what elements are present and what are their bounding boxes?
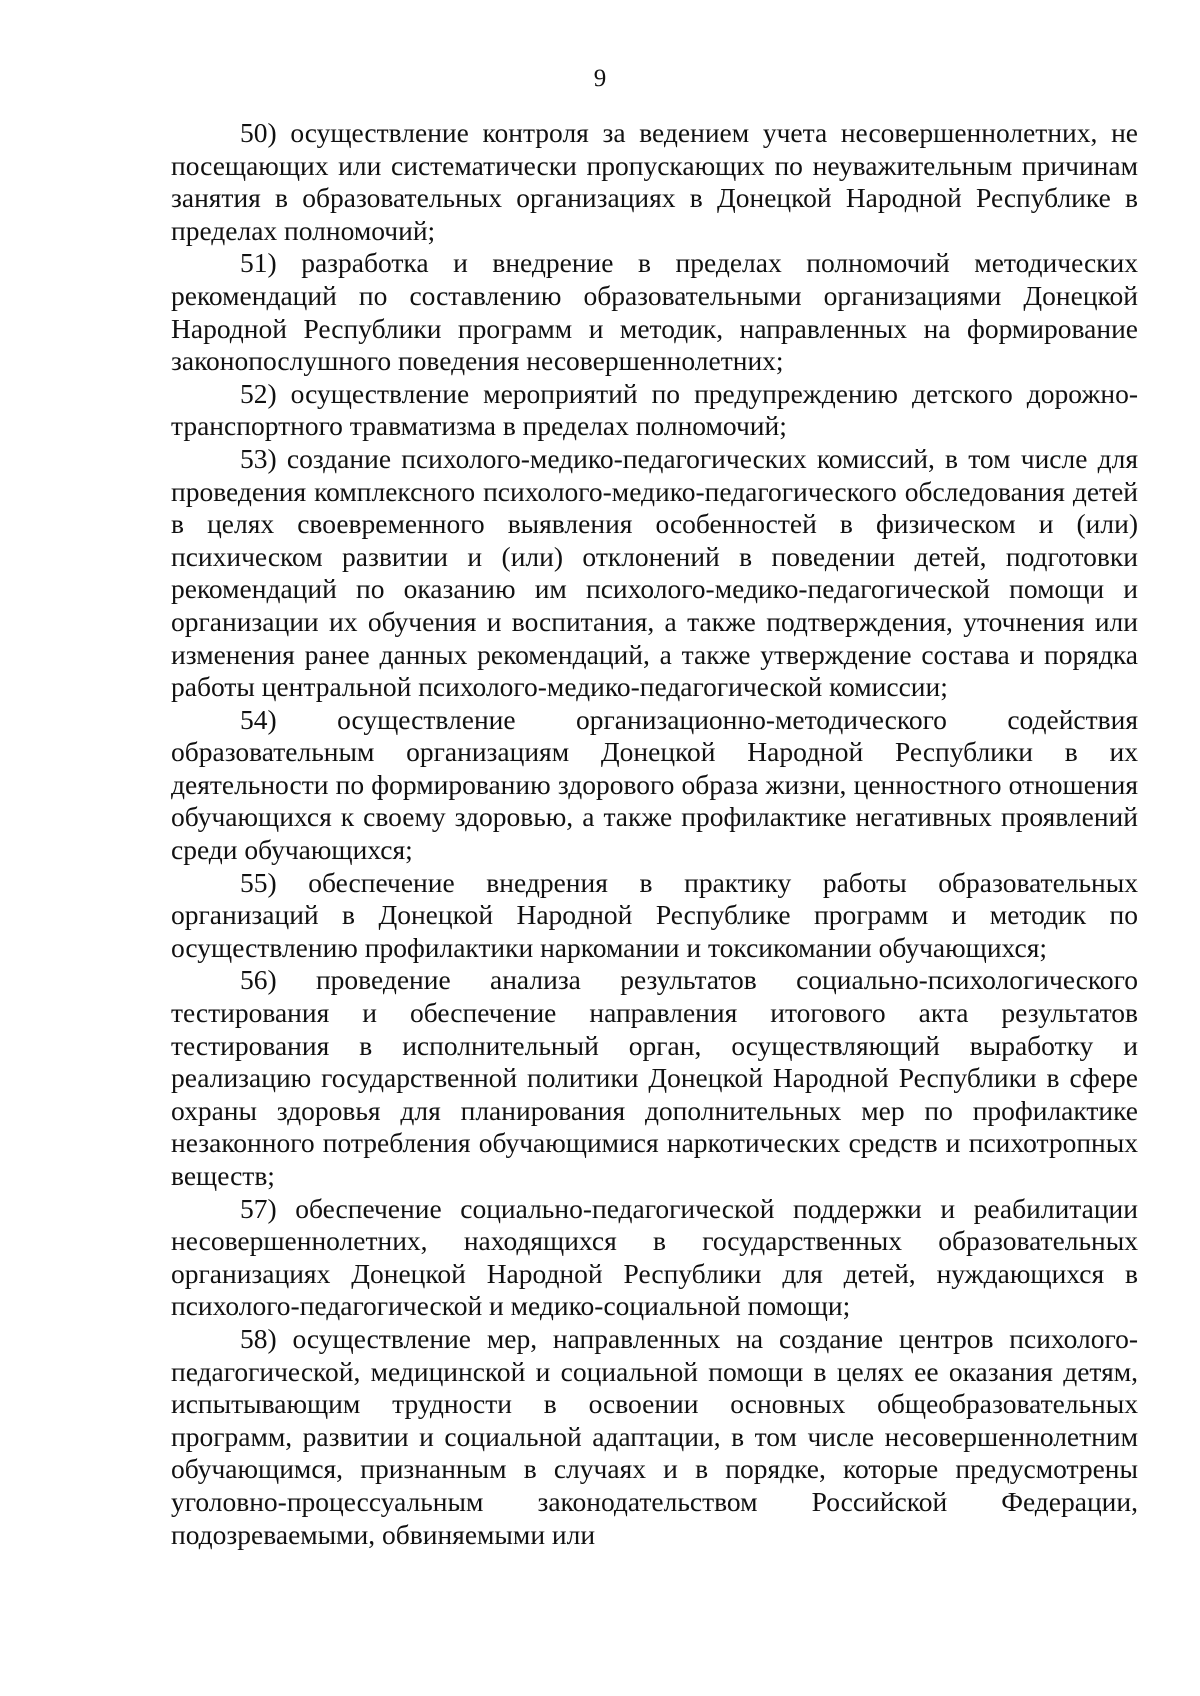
list-item-55: 55) обеспечение внедрения в практику работы образовательных организаций в Донецкой Народной Республике программ и методик по осуществлению профилактики наркомании и токсикомании обучающихся; (171, 866, 1138, 963)
list-item-50: 50) осуществление контроля за ведением учета несовершеннолетних, не посещающих или систематически пропускающих по неуважительным причинам занятия в образовательных организациях в Донецкой Народной Республике в пределах полномочий; (171, 117, 1138, 246)
list-item-57: 57) обеспечение социально-педагогической поддержки и реабилитации несовершеннолетних, находящихся в государственных образовательных организациях Донецкой Народной Республики для детей, нуждающихся в психолого-педагогической и медико-социальной помощи; (171, 1192, 1138, 1322)
list-item-56: 56) проведение анализа результатов социально-психологического тестирования и обеспечение направления итогового акта результатов тестирования в исполнительный орган, осуществляющий выработку и реализацию государственной политики Донецкой Народной Республики в сфере охраны здоровья для планирования дополнительных мер по профилактике незаконного потребления обучающимися наркотических средств и психотропных веществ; (171, 964, 1138, 1191)
list-item-54: 54) осуществление организационно-методического содействия образовательным организациям Донецкой Народной Республики в их деятельности по формированию здорового образа жизни, ценностного отношения обучающихся к своему здоровью, а также профилактике негативных проявлений среди обучающихся; (171, 703, 1138, 866)
list-item-58: 58) осуществление мер, направленных на создание центров психолого-педагогической, медицинской и социальной помощи в целях ее оказания детям, испытывающим трудности в освоении основных общеобразовательных программ, развитии и социальной адаптации, в том числе несовершеннолетним обучающимся, признанным в случаях и в порядке, которые предусмотрены уголовно-процессуальным законодательством Российской Федерации, подозреваемыми, обвиняемыми или (171, 1322, 1138, 1550)
list-item-53: 53) создание психолого-медико-педагогических комиссий, в том числе для проведения комплексного психолого-медико-педагогического обследования детей в целях своевременного выявления особенностей в физическом и (или) психическом развитии и (или) отклонений в поведении детей, подготовки рекомендаций по оказанию им психолого-медико-педагогической помощи и организации их обучения и воспитания, а также подтверждения, уточнения или изменения ранее данных рекомендаций, а также утверждение состава и порядка работы центральной психолого-медико-педагогической комиссии; (171, 442, 1138, 703)
page-number: 9 (593, 65, 607, 92)
list-item-51: 51) разработка и внедрение в пределах полномочий методических рекомендаций по составлению образовательными организациями Донецкой Народной Республики программ и методик, направленных на формирование законопослушного поведения несовершеннолетних; (171, 247, 1138, 377)
document-body (171, 117, 1138, 1551)
list-item-52: 52) осуществление мероприятий по предупреждению детского дорожно-транспортного травматизма в пределах полномочий; (171, 377, 1138, 442)
